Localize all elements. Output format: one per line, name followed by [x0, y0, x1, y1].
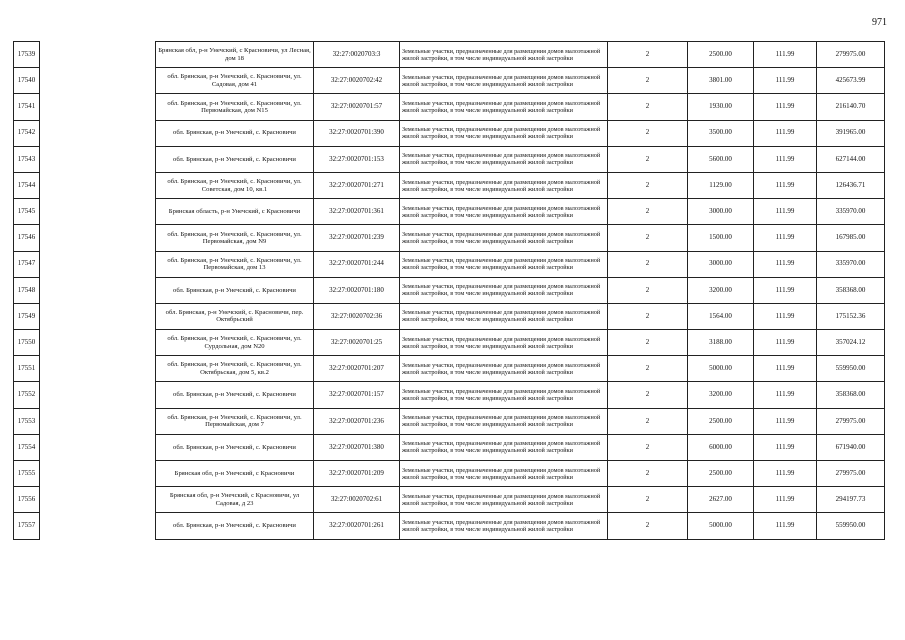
table-row: [14, 330, 885, 356]
table-row: [14, 487, 885, 513]
row-id: 17546: [14, 225, 40, 251]
table-row: [14, 513, 885, 539]
rate-cell: 111.99: [754, 277, 817, 303]
cadastral-number-cell: 32:27:0020701:271: [314, 172, 400, 198]
table-row: [14, 434, 885, 460]
cadastral-number-cell: 32:27:0020701:239: [314, 225, 400, 251]
rate-cell: 111.99: [754, 356, 817, 382]
cadastral-value-cell: 167985.00: [817, 225, 885, 251]
area-cell: 3200.00: [688, 382, 754, 408]
row-id: 17555: [14, 461, 40, 487]
row-id: 17556: [14, 487, 40, 513]
group-cell: 2: [608, 120, 688, 146]
table-row: [14, 94, 885, 120]
cadastral-number-cell: 32:27:0020701:236: [314, 408, 400, 434]
address-cell: обл. Брянская, р-н Унечский, с. Красновичи, ул. Советская, дом 10, кв.1: [156, 172, 314, 198]
cadastral-value-cell: 627144.00: [817, 146, 885, 172]
spacer-cell: [40, 120, 156, 146]
cadastral-number-cell: 32:27:0020701:207: [314, 356, 400, 382]
cadastral-number-cell: 32:27:0020701:380: [314, 434, 400, 460]
group-cell: 2: [608, 487, 688, 513]
page-number: 971: [872, 17, 887, 28]
cadastral-number-cell: 32:27:0020702:36: [314, 303, 400, 329]
spacer-cell: [40, 487, 156, 513]
group-cell: 2: [608, 382, 688, 408]
area-cell: 1500.00: [688, 225, 754, 251]
spacer-cell: [40, 68, 156, 94]
cadastral-number-cell: 32:27:0020701:261: [314, 513, 400, 539]
cadastral-value-cell: 335970.00: [817, 251, 885, 277]
area-cell: 3200.00: [688, 277, 754, 303]
spacer-cell: [40, 461, 156, 487]
address-cell: обл. Брянская, р-н Унечский, с. Красновичи, ул. Первомайская, дом N9: [156, 225, 314, 251]
group-cell: 2: [608, 68, 688, 94]
spacer-cell: [40, 513, 156, 539]
cadastral-value-cell: 559950.00: [817, 356, 885, 382]
rate-cell: 111.99: [754, 68, 817, 94]
land-use-cell: Земельные участки, предназначенные для размещения домов малоэтажной жилой застройки, в том числе индивидуальной жилой застройки: [400, 487, 608, 513]
area-cell: 3000.00: [688, 251, 754, 277]
spacer-cell: [40, 42, 156, 68]
table-row: [14, 277, 885, 303]
rate-cell: 111.99: [754, 461, 817, 487]
row-id: 17545: [14, 199, 40, 225]
land-use-cell: Земельные участки, предназначенные для размещения домов малоэтажной жилой застройки, в том числе индивидуальной жилой застройки: [400, 94, 608, 120]
cadastral-number-cell: 32:27:0020701:244: [314, 251, 400, 277]
group-cell: 2: [608, 251, 688, 277]
cadastral-number-cell: 32:27:0020701:153: [314, 146, 400, 172]
area-cell: 3801.00: [688, 68, 754, 94]
row-id: 17539: [14, 42, 40, 68]
rate-cell: 111.99: [754, 382, 817, 408]
row-id: 17549: [14, 303, 40, 329]
area-cell: 3500.00: [688, 120, 754, 146]
rate-cell: 111.99: [754, 487, 817, 513]
group-cell: 2: [608, 303, 688, 329]
land-use-cell: Земельные участки, предназначенные для размещения домов малоэтажной жилой застройки, в том числе индивидуальной жилой застройки: [400, 408, 608, 434]
cadastral-value-cell: 294197.73: [817, 487, 885, 513]
rate-cell: 111.99: [754, 199, 817, 225]
cadastral-value-cell: 216140.70: [817, 94, 885, 120]
table-row: [14, 146, 885, 172]
cadastral-value-cell: 391965.00: [817, 120, 885, 146]
land-use-cell: Земельные участки, предназначенные для размещения домов малоэтажной жилой застройки, в том числе индивидуальной жилой застройки: [400, 434, 608, 460]
rate-cell: 111.99: [754, 251, 817, 277]
address-cell: обл. Брянская, р-н Унечский, с. Красновичи, ул. Октябрьская, дом 5, кв.2: [156, 356, 314, 382]
rate-cell: 111.99: [754, 408, 817, 434]
cadastral-number-cell: 32:27:0020701:390: [314, 120, 400, 146]
cadastral-value-cell: 358368.00: [817, 382, 885, 408]
rate-cell: 111.99: [754, 330, 817, 356]
row-id: 17553: [14, 408, 40, 434]
group-cell: 2: [608, 146, 688, 172]
area-cell: 1930.00: [688, 94, 754, 120]
cadastral-value-cell: 175152.36: [817, 303, 885, 329]
row-id: 17548: [14, 277, 40, 303]
table-body: [14, 42, 885, 540]
cadastral-value-cell: 425673.99: [817, 68, 885, 94]
spacer-cell: [40, 408, 156, 434]
spacer-cell: [40, 94, 156, 120]
table-row: [14, 120, 885, 146]
land-use-cell: Земельные участки, предназначенные для размещения домов малоэтажной жилой застройки, в том числе индивидуальной жилой застройки: [400, 251, 608, 277]
rate-cell: 111.99: [754, 513, 817, 539]
row-id: 17550: [14, 330, 40, 356]
table-row: [14, 172, 885, 198]
cadastral-number-cell: 32:27:0020702:61: [314, 487, 400, 513]
land-use-cell: Земельные участки, предназначенные для размещения домов малоэтажной жилой застройки, в том числе индивидуальной жилой застройки: [400, 330, 608, 356]
area-cell: 2500.00: [688, 461, 754, 487]
spacer-cell: [40, 172, 156, 198]
cadastral-value-cell: 335970.00: [817, 199, 885, 225]
group-cell: 2: [608, 513, 688, 539]
group-cell: 2: [608, 461, 688, 487]
area-cell: 5000.00: [688, 356, 754, 382]
cadastral-number-cell: 32:27:0020701:25: [314, 330, 400, 356]
table-row: [14, 303, 885, 329]
table-row: [14, 251, 885, 277]
address-cell: обл. Брянская, р-н Унечский, с. Красновичи, ул. Сурдольная, дом N20: [156, 330, 314, 356]
table-row: [14, 199, 885, 225]
address-cell: обл. Брянская, р-н Унечский, с. Красновичи, ул. Первомайская, дом 7: [156, 408, 314, 434]
table-row: [14, 382, 885, 408]
address-cell: обл. Брянская, р-н Унечский, с. Красновичи: [156, 513, 314, 539]
area-cell: 2500.00: [688, 408, 754, 434]
group-cell: 2: [608, 356, 688, 382]
land-use-cell: Земельные участки, предназначенные для размещения домов малоэтажной жилой застройки, в том числе индивидуальной жилой застройки: [400, 382, 608, 408]
cadastral-number-cell: 32:27:0020701:157: [314, 382, 400, 408]
spacer-cell: [40, 356, 156, 382]
area-cell: 2627.00: [688, 487, 754, 513]
rate-cell: 111.99: [754, 434, 817, 460]
row-id: 17547: [14, 251, 40, 277]
area-cell: 1564.00: [688, 303, 754, 329]
rate-cell: 111.99: [754, 120, 817, 146]
land-registry-table: [13, 41, 885, 540]
address-cell: обл. Брянская, р-н Унечский, с. Красновичи: [156, 120, 314, 146]
spacer-cell: [40, 303, 156, 329]
land-use-cell: Земельные участки, предназначенные для размещения домов малоэтажной жилой застройки, в том числе индивидуальной жилой застройки: [400, 42, 608, 68]
rate-cell: 111.99: [754, 42, 817, 68]
address-cell: обл. Брянская, р-н Унечский, с. Красновичи: [156, 146, 314, 172]
row-id: 17542: [14, 120, 40, 146]
table-row: [14, 225, 885, 251]
row-id: 17554: [14, 434, 40, 460]
row-id: 17544: [14, 172, 40, 198]
land-use-cell: Земельные участки, предназначенные для размещения домов малоэтажной жилой застройки, в том числе индивидуальной жилой застройки: [400, 303, 608, 329]
rate-cell: 111.99: [754, 225, 817, 251]
area-cell: 5000.00: [688, 513, 754, 539]
land-use-cell: Земельные участки, предназначенные для размещения домов малоэтажной жилой застройки, в том числе индивидуальной жилой застройки: [400, 120, 608, 146]
group-cell: 2: [608, 172, 688, 198]
cadastral-number-cell: 32:27:0020701:209: [314, 461, 400, 487]
group-cell: 2: [608, 225, 688, 251]
land-use-cell: Земельные участки, предназначенные для размещения домов малоэтажной жилой застройки, в том числе индивидуальной жилой застройки: [400, 277, 608, 303]
land-use-cell: Земельные участки, предназначенные для размещения домов малоэтажной жилой застройки, в том числе индивидуальной жилой застройки: [400, 461, 608, 487]
cadastral-number-cell: 32:27:0020703:3: [314, 42, 400, 68]
area-cell: 3000.00: [688, 199, 754, 225]
spacer-cell: [40, 382, 156, 408]
spacer-cell: [40, 225, 156, 251]
cadastral-number-cell: 32:27:0020701:361: [314, 199, 400, 225]
row-id: 17543: [14, 146, 40, 172]
land-use-cell: Земельные участки, предназначенные для размещения домов малоэтажной жилой застройки, в том числе индивидуальной жилой застройки: [400, 356, 608, 382]
cadastral-value-cell: 357024.12: [817, 330, 885, 356]
land-use-cell: Земельные участки, предназначенные для размещения домов малоэтажной жилой застройки, в том числе индивидуальной жилой застройки: [400, 513, 608, 539]
spacer-cell: [40, 330, 156, 356]
row-id: 17540: [14, 68, 40, 94]
land-use-cell: Земельные участки, предназначенные для размещения домов малоэтажной жилой застройки, в том числе индивидуальной жилой застройки: [400, 146, 608, 172]
group-cell: 2: [608, 408, 688, 434]
address-cell: обл. Брянская, р-н Унечский, с. Красновичи: [156, 434, 314, 460]
group-cell: 2: [608, 94, 688, 120]
cadastral-value-cell: 126436.71: [817, 172, 885, 198]
table-row: [14, 68, 885, 94]
address-cell: Брянская область, р-н Унечский, с Красновичи: [156, 199, 314, 225]
area-cell: 5600.00: [688, 146, 754, 172]
address-cell: обл. Брянская, р-н Унечский, с. Красновичи: [156, 382, 314, 408]
area-cell: 6000.00: [688, 434, 754, 460]
rate-cell: 111.99: [754, 146, 817, 172]
land-use-cell: Земельные участки, предназначенные для размещения домов малоэтажной жилой застройки, в том числе индивидуальной жилой застройки: [400, 172, 608, 198]
address-cell: обл. Брянская, р-н Унечский, с. Красновичи, пер. Октябрьский: [156, 303, 314, 329]
group-cell: 2: [608, 277, 688, 303]
address-cell: обл. Брянская, р-н Унечский, с. Красновичи: [156, 277, 314, 303]
table-row: [14, 461, 885, 487]
spacer-cell: [40, 277, 156, 303]
area-cell: 3188.00: [688, 330, 754, 356]
land-use-cell: Земельные участки, предназначенные для размещения домов малоэтажной жилой застройки, в том числе индивидуальной жилой застройки: [400, 199, 608, 225]
address-cell: Брянская обл, р-н Унечский, с Красновичи, ул Садовая, д 23: [156, 487, 314, 513]
row-id: 17551: [14, 356, 40, 382]
cadastral-value-cell: 279975.00: [817, 42, 885, 68]
table-row: [14, 408, 885, 434]
address-cell: Брянская обл, р-н Унечский, с Красновичи: [156, 461, 314, 487]
table-row: [14, 356, 885, 382]
spacer-cell: [40, 199, 156, 225]
row-id: 17541: [14, 94, 40, 120]
address-cell: обл. Брянская, р-н Унечский, с. Красновичи, ул. Садовая, дом 41: [156, 68, 314, 94]
cadastral-number-cell: 32:27:0020701:180: [314, 277, 400, 303]
group-cell: 2: [608, 42, 688, 68]
address-cell: обл. Брянская, р-н Унечский, с. Красновичи, ул. Первомайская, дом N15: [156, 94, 314, 120]
land-use-cell: Земельные участки, предназначенные для размещения домов малоэтажной жилой застройки, в том числе индивидуальной жилой застройки: [400, 225, 608, 251]
group-cell: 2: [608, 434, 688, 460]
rate-cell: 111.99: [754, 303, 817, 329]
spacer-cell: [40, 434, 156, 460]
cadastral-value-cell: 671940.00: [817, 434, 885, 460]
rate-cell: 111.99: [754, 94, 817, 120]
cadastral-value-cell: 279975.00: [817, 461, 885, 487]
group-cell: 2: [608, 330, 688, 356]
address-cell: обл. Брянская, р-н Унечский, с. Красновичи, ул. Первомайская, дом 13: [156, 251, 314, 277]
land-use-cell: Земельные участки, предназначенные для размещения домов малоэтажной жилой застройки, в том числе индивидуальной жилой застройки: [400, 68, 608, 94]
rate-cell: 111.99: [754, 172, 817, 198]
cadastral-value-cell: 358368.00: [817, 277, 885, 303]
address-cell: Брянская обл, р-н Унечский, с Красновичи, ул Лесная, дом 18: [156, 42, 314, 68]
row-id: 17557: [14, 513, 40, 539]
area-cell: 2500.00: [688, 42, 754, 68]
spacer-cell: [40, 251, 156, 277]
area-cell: 1129.00: [688, 172, 754, 198]
cadastral-number-cell: 32:27:0020701:57: [314, 94, 400, 120]
cadastral-value-cell: 559950.00: [817, 513, 885, 539]
row-id: 17552: [14, 382, 40, 408]
table-row: [14, 42, 885, 68]
cadastral-number-cell: 32:27:0020702:42: [314, 68, 400, 94]
group-cell: 2: [608, 199, 688, 225]
cadastral-value-cell: 279975.00: [817, 408, 885, 434]
spacer-cell: [40, 146, 156, 172]
